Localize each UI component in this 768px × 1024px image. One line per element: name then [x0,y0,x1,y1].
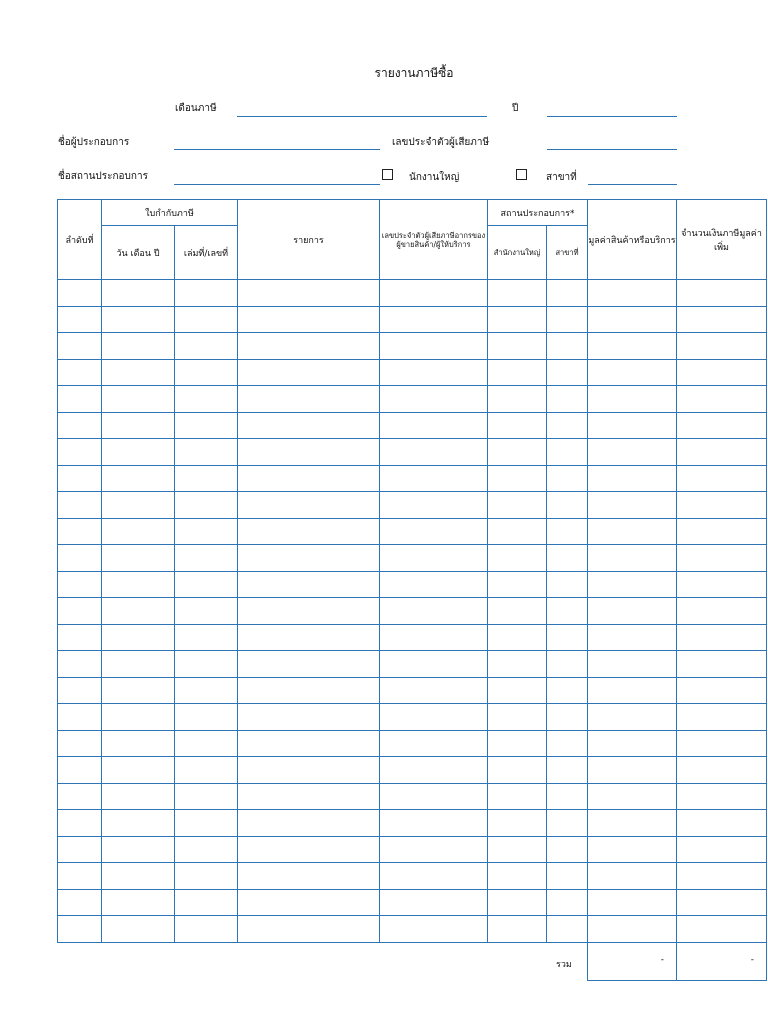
table-cell[interactable] [102,518,175,545]
table-cell[interactable] [547,306,588,333]
table-cell[interactable] [175,863,238,890]
table-cell[interactable] [547,863,588,890]
table-cell[interactable] [175,545,238,572]
table-row [58,889,767,916]
head-office-label: นักงานใหญ่ [409,172,460,183]
table-cell[interactable] [238,412,380,439]
tax-month-field[interactable] [237,116,487,117]
table-cell[interactable] [175,889,238,916]
table-cell[interactable] [58,571,102,598]
table-cell[interactable] [547,889,588,916]
table-cell[interactable] [488,783,547,810]
table-cell[interactable] [58,624,102,651]
table-cell[interactable] [58,386,102,413]
table-cell[interactable] [380,412,488,439]
operator-name-label: ชื่อผู้ประกอบการ [58,137,130,148]
table-cell[interactable] [380,598,488,625]
table-cell[interactable] [547,333,588,360]
table-row [58,359,767,386]
table-cell[interactable] [488,677,547,704]
table-cell[interactable] [175,439,238,466]
table-row [58,412,767,439]
table-cell[interactable] [677,439,767,466]
table-cell[interactable] [102,545,175,572]
table-cell[interactable] [175,280,238,307]
table-cell[interactable] [677,280,767,307]
col-establishment-group: สถานประกอบการ* [488,200,588,226]
table-cell[interactable] [58,359,102,386]
table-cell[interactable] [175,492,238,519]
table-cell[interactable] [588,465,677,492]
table-cell[interactable] [58,836,102,863]
total-goods-value: - [587,943,677,981]
table-row [58,386,767,413]
table-cell[interactable] [677,386,767,413]
table-cell[interactable] [238,545,380,572]
table-cell[interactable] [588,333,677,360]
table-cell[interactable] [380,386,488,413]
table-cell[interactable] [380,783,488,810]
table-cell[interactable] [380,810,488,837]
table-cell[interactable] [677,810,767,837]
table-cell[interactable] [175,730,238,757]
table-cell[interactable] [58,783,102,810]
table-cell[interactable] [380,359,488,386]
table-cell[interactable] [547,730,588,757]
table-cell[interactable] [58,333,102,360]
table-cell[interactable] [547,545,588,572]
table-row [58,916,767,943]
table-cell[interactable] [588,412,677,439]
table-cell[interactable] [238,386,380,413]
table-cell[interactable] [102,730,175,757]
table-row [58,439,767,466]
table-cell[interactable] [102,333,175,360]
table-cell[interactable] [175,465,238,492]
table-cell[interactable] [588,889,677,916]
table-cell[interactable] [102,916,175,943]
purchase-tax-table [57,199,767,943]
col-branch: สาขาที่ [547,226,588,280]
year-label: ปี [512,103,519,114]
table-cell[interactable] [102,889,175,916]
table-cell[interactable] [380,333,488,360]
table-cell[interactable] [102,757,175,784]
branch-checkbox[interactable] [516,169,527,180]
table-cell[interactable] [380,889,488,916]
table-cell[interactable] [175,571,238,598]
table-cell[interactable] [238,836,380,863]
table-cell[interactable] [488,359,547,386]
table-cell[interactable] [102,810,175,837]
col-book-no: เล่มที่/เลขที่ [175,226,238,280]
table-cell[interactable] [547,810,588,837]
table-cell[interactable] [380,439,488,466]
table-cell[interactable] [588,571,677,598]
table-cell[interactable] [588,863,677,890]
table-cell[interactable] [175,757,238,784]
table-cell[interactable] [58,465,102,492]
table-cell[interactable] [588,757,677,784]
table-cell[interactable] [238,624,380,651]
table-row [58,677,767,704]
table-cell[interactable] [677,571,767,598]
table-row [58,783,767,810]
table-cell[interactable] [547,492,588,519]
table-cell[interactable] [488,889,547,916]
table-cell[interactable] [588,545,677,572]
table-cell[interactable] [677,730,767,757]
table-cell[interactable] [58,730,102,757]
col-seq: ลำดับที่ [58,200,102,280]
table-cell[interactable] [547,571,588,598]
table-cell[interactable] [547,704,588,731]
table-cell[interactable] [588,651,677,678]
table-cell[interactable] [677,783,767,810]
total-vat-amount: - [676,943,767,981]
table-cell[interactable] [677,863,767,890]
table-cell[interactable] [380,624,488,651]
table-cell[interactable] [238,757,380,784]
table-cell[interactable] [547,439,588,466]
table-cell[interactable] [238,518,380,545]
table-cell[interactable] [588,359,677,386]
table-row [58,598,767,625]
table-cell[interactable] [238,863,380,890]
table-cell[interactable] [175,810,238,837]
table-cell[interactable] [175,306,238,333]
table-cell[interactable] [175,412,238,439]
table-cell[interactable] [102,306,175,333]
table-cell[interactable] [588,836,677,863]
table-cell[interactable] [588,783,677,810]
establishment-name-label: ชื่อสถานประกอบการ [58,171,148,182]
table-cell[interactable] [488,571,547,598]
table-row [58,518,767,545]
table-row [58,730,767,757]
table-cell[interactable] [380,651,488,678]
table-cell[interactable] [677,545,767,572]
table-cell[interactable] [175,518,238,545]
table-cell[interactable] [547,280,588,307]
col-head-office: สำนักงานใหญ่ [488,226,547,280]
table-cell[interactable] [238,571,380,598]
table-cell[interactable] [380,545,488,572]
table-cell[interactable] [488,465,547,492]
table-cell[interactable] [547,518,588,545]
table-cell[interactable] [488,863,547,890]
table-cell[interactable] [547,465,588,492]
table-cell[interactable] [102,598,175,625]
table-cell[interactable] [677,889,767,916]
taxpayer-id-field[interactable] [547,149,677,150]
table-cell[interactable] [102,571,175,598]
table-cell[interactable] [547,386,588,413]
year-field[interactable] [547,116,677,117]
table-cell[interactable] [175,386,238,413]
table-cell[interactable] [588,810,677,837]
table-cell[interactable] [488,598,547,625]
table-cell[interactable] [238,492,380,519]
table-row [58,571,767,598]
table-cell[interactable] [238,465,380,492]
table-cell[interactable] [58,306,102,333]
table-cell[interactable] [175,598,238,625]
table-cell[interactable] [488,836,547,863]
table-cell[interactable] [175,624,238,651]
col-goods-value: มูลค่าสินค้าหรือบริการ [588,200,677,280]
table-cell[interactable] [102,280,175,307]
table-cell[interactable] [677,624,767,651]
table-cell[interactable] [677,333,767,360]
table-cell[interactable] [380,677,488,704]
table-cell[interactable] [677,518,767,545]
table-cell[interactable] [588,704,677,731]
table-cell[interactable] [58,598,102,625]
table-cell[interactable] [58,492,102,519]
table-cell[interactable] [58,757,102,784]
table-cell[interactable] [677,704,767,731]
table-cell[interactable] [488,651,547,678]
table-cell[interactable] [238,359,380,386]
table-cell[interactable] [238,704,380,731]
table-cell[interactable] [488,545,547,572]
table-row [58,280,767,307]
table-cell[interactable] [380,863,488,890]
table-cell[interactable] [102,836,175,863]
table-cell[interactable] [588,518,677,545]
col-vat-amount: จำนวนเงินภาษีมูลค่าเพิ่ม [677,200,767,280]
table-cell[interactable] [488,492,547,519]
table-cell[interactable] [677,757,767,784]
table-cell[interactable] [102,783,175,810]
table-cell[interactable] [488,280,547,307]
table-cell[interactable] [380,730,488,757]
table-cell[interactable] [58,889,102,916]
table-cell[interactable] [488,412,547,439]
table-cell[interactable] [588,439,677,466]
table-cell[interactable] [238,783,380,810]
table-row [58,306,767,333]
table-cell[interactable] [175,783,238,810]
table-cell[interactable] [238,306,380,333]
table-cell[interactable] [102,386,175,413]
table-row [58,624,767,651]
table-cell[interactable] [58,412,102,439]
table-cell[interactable] [58,810,102,837]
table-cell[interactable] [102,624,175,651]
table-cell[interactable] [238,889,380,916]
table-cell[interactable] [102,439,175,466]
table-cell[interactable] [380,306,488,333]
table-cell[interactable] [588,677,677,704]
table-row [58,704,767,731]
table-cell[interactable] [488,518,547,545]
operator-name-field[interactable] [174,149,380,150]
table-cell[interactable] [677,306,767,333]
table-cell[interactable] [380,757,488,784]
table-cell[interactable] [488,333,547,360]
table-cell[interactable] [175,651,238,678]
table-cell[interactable] [238,651,380,678]
table-cell[interactable] [677,916,767,943]
table-row [58,545,767,572]
total-label: รวม [556,960,572,970]
table-cell[interactable] [547,783,588,810]
table-cell[interactable] [677,651,767,678]
table-cell[interactable] [488,306,547,333]
table-cell[interactable] [58,863,102,890]
table-cell[interactable] [677,677,767,704]
table-cell[interactable] [677,359,767,386]
table-cell[interactable] [380,465,488,492]
table-cell[interactable] [588,306,677,333]
table-cell[interactable] [677,492,767,519]
table-cell[interactable] [547,651,588,678]
table-row [58,757,767,784]
tax-month-label: เดือนภาษี [175,103,217,114]
table-cell[interactable] [488,757,547,784]
col-seller-tax-id: เลขประจำตัวผู้เสียภาษีอากรของผู้ขายสินค้า/ผู้ให้บริการ [380,200,488,280]
table-cell[interactable] [380,492,488,519]
table-cell[interactable] [488,386,547,413]
col-invoice-group: ใบกำกับภาษี [102,200,238,226]
table-cell[interactable] [238,333,380,360]
table-cell[interactable] [175,677,238,704]
table-cell[interactable] [175,704,238,731]
table-cell[interactable] [102,863,175,890]
table-cell[interactable] [547,412,588,439]
table-cell[interactable] [677,598,767,625]
table-cell[interactable] [238,677,380,704]
page-title: รายงานภาษีซื้อ [374,66,454,80]
table-cell[interactable] [488,730,547,757]
table-row [58,465,767,492]
col-date: วัน เดือน ปี [102,226,175,280]
table-cell[interactable] [380,916,488,943]
branch-label: สาขาที่ [546,172,577,183]
table-cell[interactable] [547,359,588,386]
table-cell[interactable] [488,810,547,837]
table-cell[interactable] [588,386,677,413]
table-cell[interactable] [588,730,677,757]
table-body [58,280,767,943]
table-cell[interactable] [102,492,175,519]
table-cell[interactable] [547,916,588,943]
table-cell[interactable] [380,836,488,863]
table-cell[interactable] [588,598,677,625]
taxpayer-id-label: เลขประจำตัวผู้เสียภาษี [392,137,490,148]
table-cell[interactable] [58,439,102,466]
table-cell[interactable] [238,810,380,837]
table-cell[interactable] [58,651,102,678]
table-cell[interactable] [238,916,380,943]
table-cell[interactable] [58,916,102,943]
col-description: รายการ [238,200,380,280]
table-cell[interactable] [102,651,175,678]
table-cell[interactable] [102,465,175,492]
table-cell[interactable] [547,677,588,704]
table-cell[interactable] [175,916,238,943]
table-cell[interactable] [58,545,102,572]
table-cell[interactable] [380,704,488,731]
table-row [58,836,767,863]
table-cell[interactable] [588,280,677,307]
table-cell[interactable] [588,624,677,651]
table-cell[interactable] [380,518,488,545]
table-cell[interactable] [677,465,767,492]
table-cell[interactable] [547,836,588,863]
head-office-checkbox[interactable] [382,169,393,180]
table-cell[interactable] [102,677,175,704]
table-cell[interactable] [488,624,547,651]
table-cell[interactable] [588,492,677,519]
table-row [58,810,767,837]
table-cell[interactable] [488,704,547,731]
table-cell[interactable] [58,280,102,307]
table-cell[interactable] [175,836,238,863]
table-cell[interactable] [677,412,767,439]
table-cell[interactable] [175,359,238,386]
table-row [58,863,767,890]
table-row [58,333,767,360]
table-cell[interactable] [238,280,380,307]
table-cell[interactable] [380,571,488,598]
table-cell[interactable] [238,598,380,625]
table-cell[interactable] [677,836,767,863]
table-cell[interactable] [488,439,547,466]
table-cell[interactable] [175,333,238,360]
table-cell[interactable] [588,916,677,943]
table-cell[interactable] [547,598,588,625]
table-cell[interactable] [238,439,380,466]
table-cell[interactable] [58,677,102,704]
table-cell[interactable] [102,412,175,439]
table-cell[interactable] [547,624,588,651]
establishment-name-field[interactable] [174,184,380,185]
table-cell[interactable] [58,704,102,731]
table-cell[interactable] [58,518,102,545]
table-row [58,492,767,519]
table-cell[interactable] [238,730,380,757]
table-cell[interactable] [547,757,588,784]
table-cell[interactable] [380,280,488,307]
table-row [58,651,767,678]
table-cell[interactable] [102,704,175,731]
table-cell[interactable] [102,359,175,386]
branch-number-field[interactable] [588,184,677,185]
table-cell[interactable] [488,916,547,943]
